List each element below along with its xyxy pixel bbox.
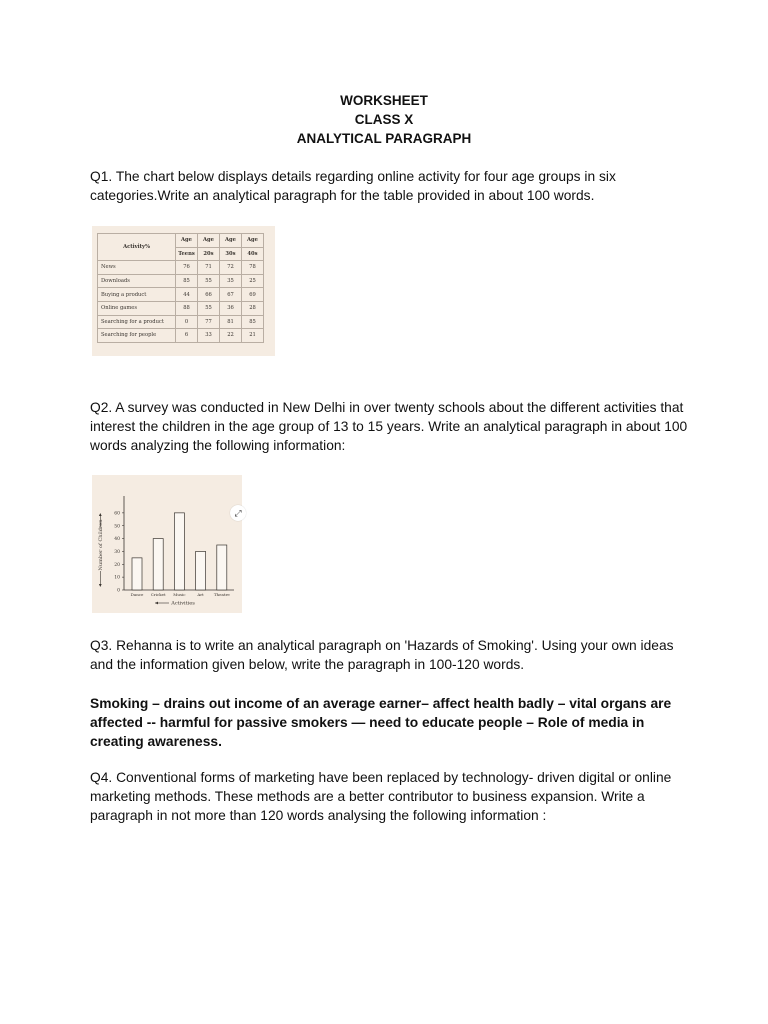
activity-cell: Searching for people [98, 329, 176, 343]
age-group-header: 20s [198, 247, 220, 261]
activities-chart-image [92, 475, 242, 613]
age-header: Age [176, 234, 198, 248]
value-cell: 0 [176, 315, 198, 329]
y-tick-label: 50 [114, 524, 120, 530]
bar [132, 558, 142, 590]
x-tick-label: Cricket [150, 592, 166, 597]
worksheet-header [0, 91, 768, 148]
expand-image-button[interactable] [230, 505, 246, 521]
value-cell: 69 [242, 288, 264, 302]
question-1-text: Q1. The chart below displays details regarding online activity for four age groups in six categories.Write an analytical paragraph for the table provided in about 100 words. [90, 169, 616, 204]
bar [217, 545, 227, 590]
table-row [98, 329, 264, 343]
value-cell: 55 [198, 274, 220, 288]
age-header: Age [220, 234, 242, 248]
activity-cell: Online games [98, 301, 176, 315]
value-cell: 22 [220, 329, 242, 343]
bar [174, 513, 184, 590]
y-tick-label: 0 [117, 588, 120, 594]
x-tick-label: Dance [130, 592, 144, 597]
activities-bar-chart [92, 475, 242, 613]
value-cell: 76 [176, 261, 198, 275]
y-label-arrowhead-bottom [99, 584, 102, 587]
age-group-header: 30s [220, 247, 242, 261]
value-cell: 28 [242, 301, 264, 315]
class-title: CLASS X [354, 112, 414, 127]
activity-table [97, 233, 264, 343]
value-cell: 77 [198, 315, 220, 329]
y-tick-label: 40 [114, 537, 120, 543]
y-tick-label: 60 [114, 511, 120, 517]
smoking-key-points: Smoking – drains out income of an average earner– affect health badly – vital organs are affected -- harmful for passive smokers — need to educate people – Role of media in creating awareness. [90, 696, 672, 750]
table-row [98, 261, 264, 275]
table-row [98, 274, 264, 288]
activity-cell: Searching for a product [98, 315, 176, 329]
value-cell: 67 [220, 288, 242, 302]
value-cell: 33 [198, 329, 220, 343]
question-4-text: Q4. Conventional forms of marketing have been replaced by technology- driven digital or online marketing methods. These methods are a better contributor to business expansion. Write a paragraph in not more than 120 words analysing the following information : [90, 770, 672, 824]
value-cell: 72 [220, 261, 242, 275]
x-tick-label: Music [173, 592, 186, 597]
x-label-arrowhead [155, 602, 158, 605]
y-tick-label: 30 [114, 550, 120, 556]
bar [196, 551, 206, 590]
value-cell: 25 [242, 274, 264, 288]
activity-cell: Buying a product [98, 288, 176, 302]
y-axis-label: Number of Children [98, 519, 104, 571]
activity-header: Activity% [98, 234, 176, 261]
value-cell: 44 [176, 288, 198, 302]
value-cell: 78 [242, 261, 264, 275]
x-tick-label: Art [197, 592, 204, 597]
bar [153, 539, 163, 590]
value-cell: 66 [198, 288, 220, 302]
y-tick-label: 20 [114, 562, 120, 568]
expand-icon: ⤢ [234, 508, 242, 518]
question-3-text: Q3. Rehanna is to write an analytical paragraph on 'Hazards of Smoking'. Using your own ideas and the information given below, write the paragraph in 100-120 words. [90, 638, 674, 673]
x-tick-label: Theatre [213, 592, 230, 597]
y-tick-label: 10 [114, 575, 120, 581]
age-header: Age [242, 234, 264, 248]
table-row [98, 301, 264, 315]
value-cell: 35 [220, 274, 242, 288]
y-label-arrowhead-top [99, 513, 102, 516]
table-row [98, 288, 264, 302]
worksheet-title: WORKSHEET [340, 93, 428, 108]
value-cell: 81 [220, 315, 242, 329]
table-row [98, 315, 264, 329]
age-header: Age [198, 234, 220, 248]
topic-title: ANALYTICAL PARAGRAPH [296, 131, 472, 146]
value-cell: 85 [242, 315, 264, 329]
value-cell: 85 [176, 274, 198, 288]
activity-cell: Downloads [98, 274, 176, 288]
question-2-text: Q2. A survey was conducted in New Delhi in over twenty schools about the different activities that interest the children in the age group of 13 to 15 years. Write an analytical paragraph in about 100 words analyzing the following information: [90, 400, 688, 454]
value-cell: 71 [198, 261, 220, 275]
activity-cell: News [98, 261, 176, 275]
value-cell: 55 [198, 301, 220, 315]
age-group-header: Teens [176, 247, 198, 261]
x-axis-label: Activities [171, 600, 195, 607]
activity-table-image [92, 226, 275, 356]
age-group-header: 40s [242, 247, 264, 261]
value-cell: 88 [176, 301, 198, 315]
value-cell: 36 [220, 301, 242, 315]
value-cell: 6 [176, 329, 198, 343]
value-cell: 21 [242, 329, 264, 343]
